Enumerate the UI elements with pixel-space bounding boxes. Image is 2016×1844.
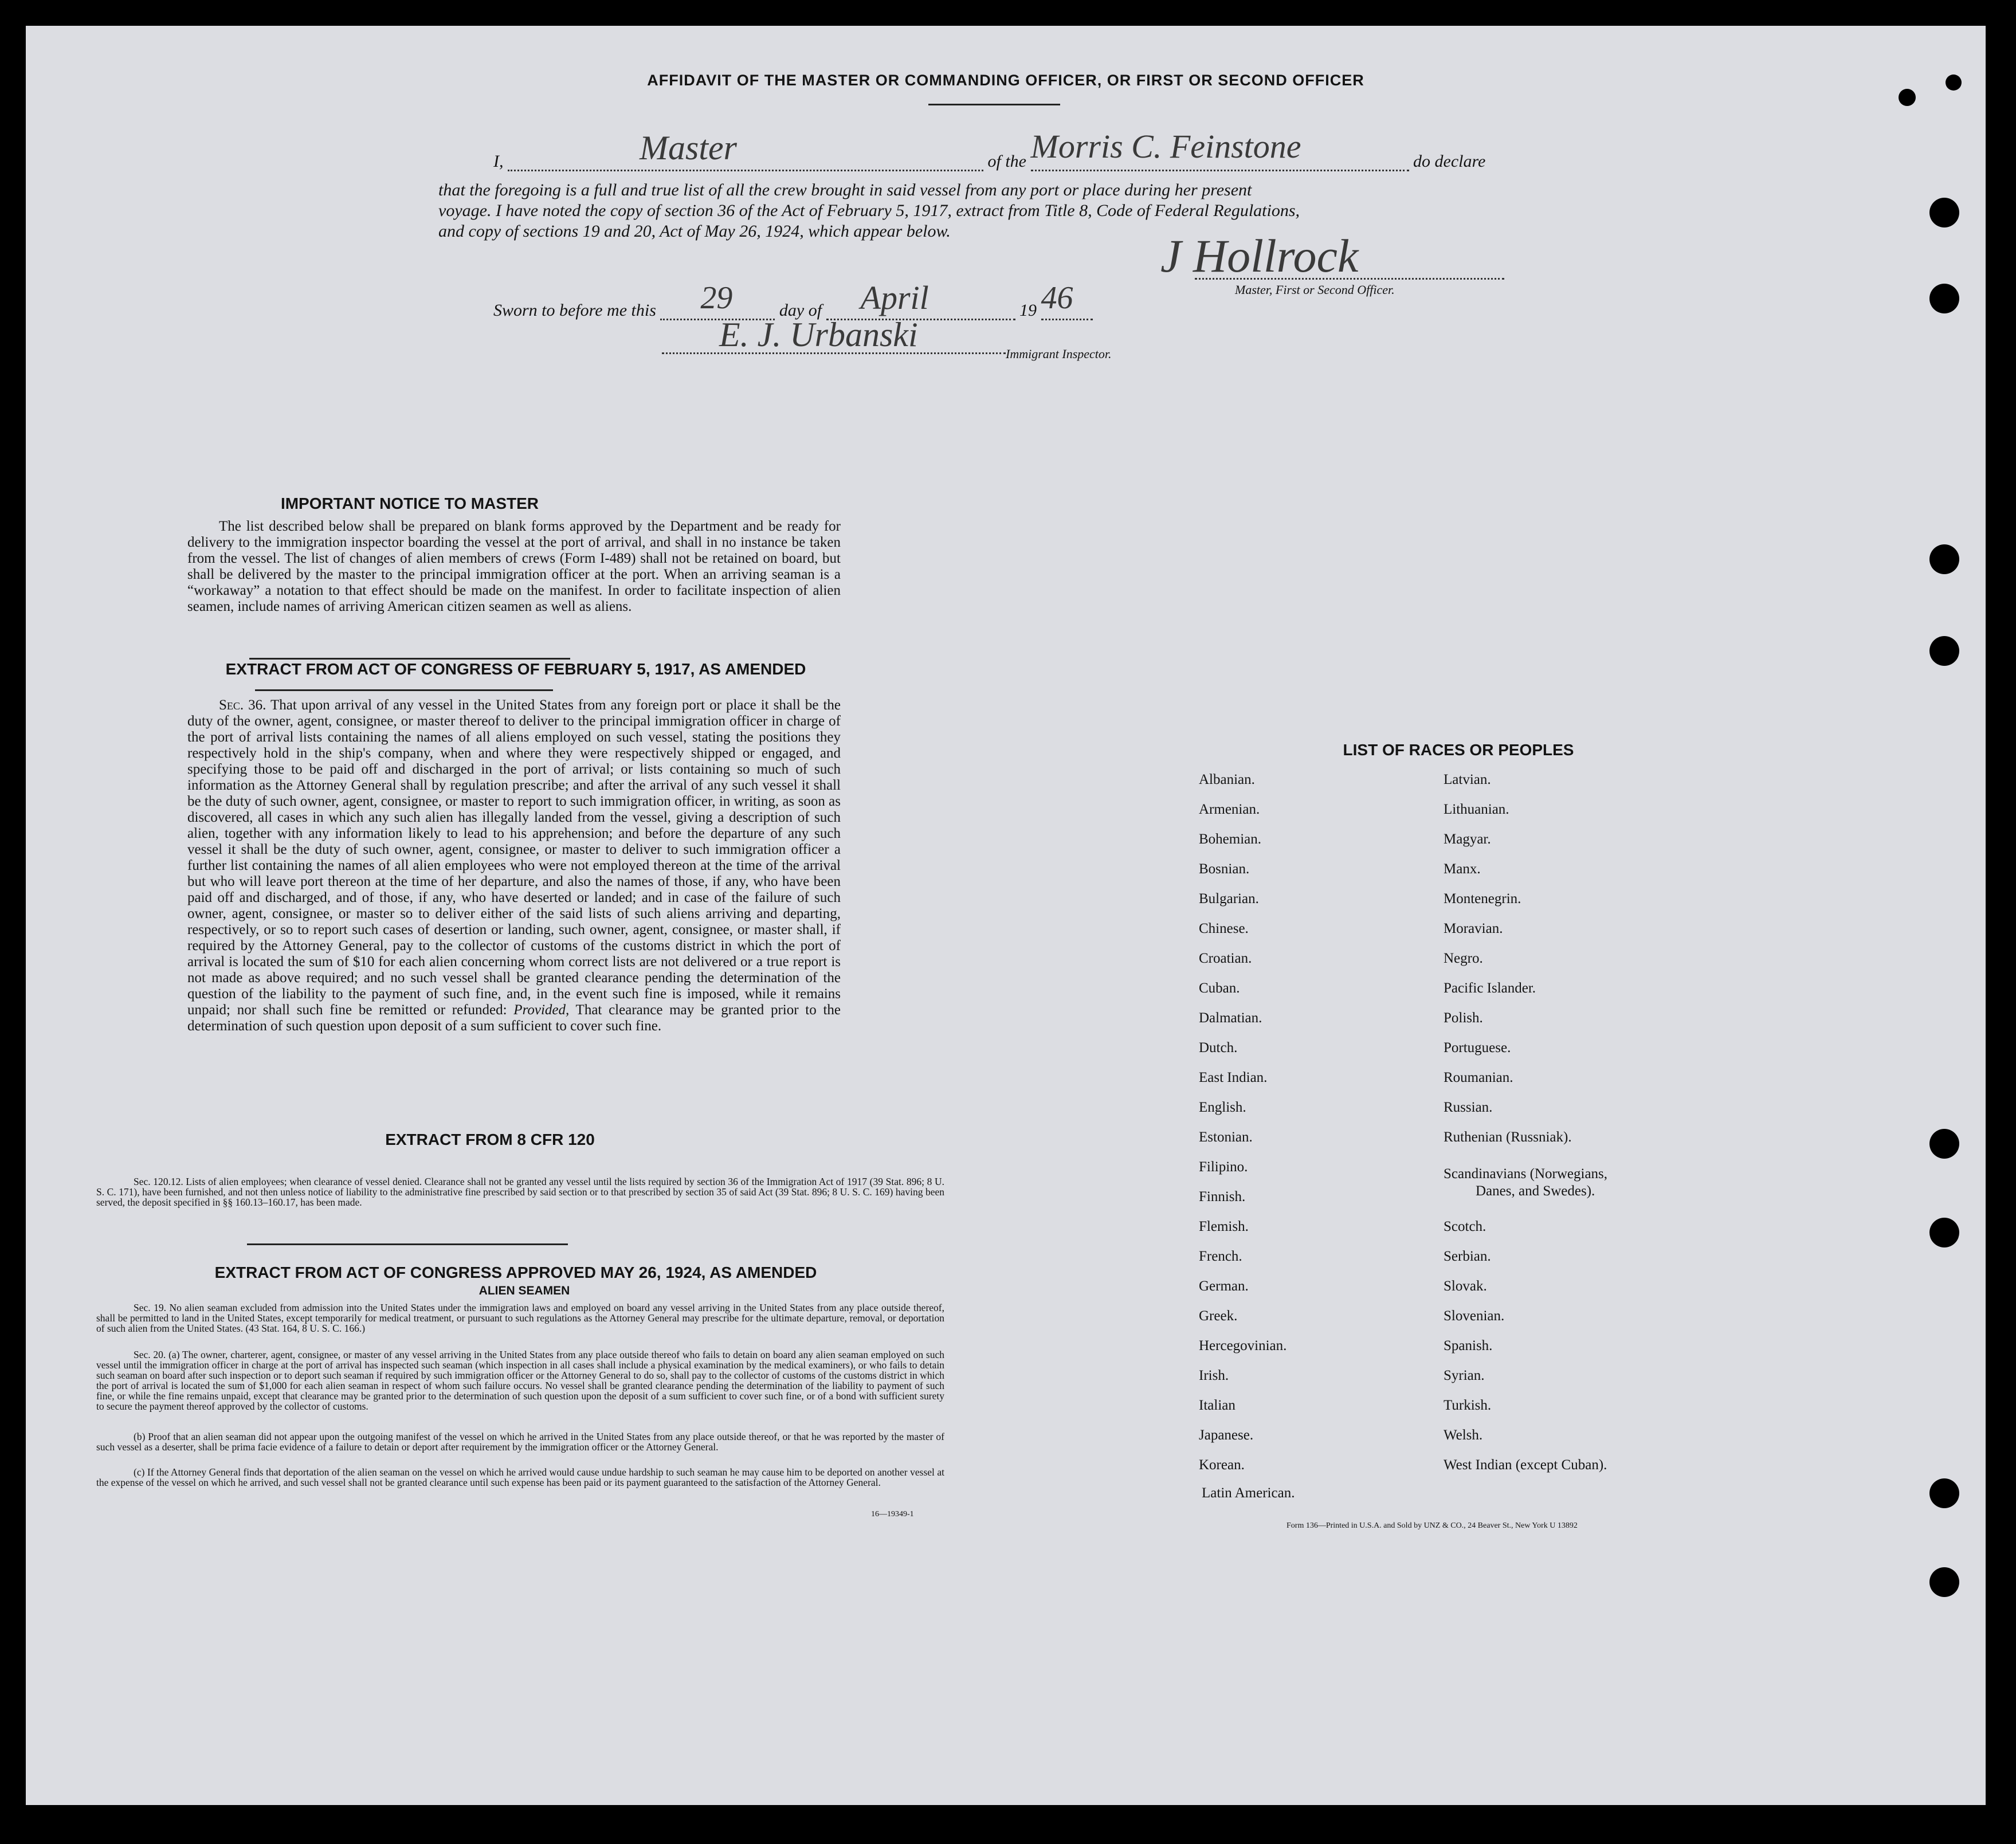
- race-item: Bosnian.: [1199, 861, 1250, 877]
- year-handwritten: 46: [1041, 280, 1073, 316]
- act1924-title: EXTRACT FROM ACT OF CONGRESS APPROVED MAY 26, 1924, AS AMENDED: [214, 1264, 817, 1281]
- sec36-label: Sec. 36.: [219, 697, 266, 713]
- master-signature: J Hollrock: [1160, 230, 1359, 282]
- declaration-line-2: voyage. I have noted the copy of section 36 of the Act of February 5, 1917, extract from Title 8, Code of Federal Regulations,: [438, 201, 1300, 220]
- race-item: Spanish.: [1444, 1338, 1493, 1353]
- race-item: Cuban.: [1199, 980, 1240, 996]
- master-label: Master, First or Second Officer.: [1235, 283, 1395, 297]
- races-title: LIST OF RACES OR PEOPLES: [1343, 741, 1574, 759]
- race-item-continued: Danes, and Swedes).: [1476, 1183, 1595, 1199]
- race-item: Russian.: [1444, 1100, 1493, 1115]
- rule-2: [255, 689, 553, 691]
- label-of-the: of the: [987, 152, 1026, 171]
- race-item: Armenian.: [1199, 802, 1260, 817]
- race-item: Latin American.: [1202, 1485, 1295, 1501]
- vessel-field: [1030, 128, 1409, 171]
- declaration-line-3: and copy of sections 19 and 20, Act of May 26, 1924, which appear below.: [438, 222, 951, 241]
- race-item: Irish.: [1199, 1368, 1229, 1383]
- race-item: Finnish.: [1199, 1189, 1246, 1205]
- binder-hole: [1946, 74, 1962, 91]
- day-handwritten: 29: [700, 280, 733, 316]
- race-item: English.: [1199, 1100, 1246, 1115]
- race-item: Portuguese.: [1444, 1040, 1511, 1056]
- race-item: Bulgarian.: [1199, 891, 1259, 907]
- vessel-handwritten: Morris C. Feinstone: [1030, 128, 1301, 165]
- binder-hole: [1929, 544, 1959, 574]
- race-item: Japanese.: [1199, 1427, 1254, 1443]
- race-item: East Indian.: [1199, 1070, 1268, 1085]
- race-item: Ruthenian (Russniak).: [1444, 1129, 1572, 1145]
- race-item: Pacific Islander.: [1444, 980, 1536, 996]
- race-item: Scotch.: [1444, 1219, 1486, 1234]
- race-item: Flemish.: [1199, 1219, 1249, 1234]
- race-item: Dalmatian.: [1199, 1010, 1262, 1026]
- inspector-signature-line: [662, 352, 1006, 354]
- binder-hole: [1929, 284, 1959, 313]
- declaration-line-1: that the foregoing is a full and true list of all the crew brought in said vessel from any port or place during her present: [438, 181, 1252, 199]
- label-day-of: day of: [779, 301, 822, 320]
- act1924-sec20a: Sec. 20. (a) The owner, charterer, agent, consignee, or master of any vessel arriving in the United States from any place outside thereof who fails to detain on board any alien seaman employed on such vessel until the immigration officer in charge at the port of arrival has inspected such seaman (which inspection in all cases shall include a physical examination by the medical examiners), or who fails to detain such seaman on board after such inspection or to deport such seaman if required by such immigration officer or the Attorney General to do so, shall pay to the collector of customs of the customs district in which the port of arrival is located the sum of $1,000 for each alien seaman in respect of whom such failure occurs. No vessel shall be granted clearance pending the determination of the liability to payment of such fine, or while the fine remains unpaid, except that clearance may be granted prior to the determination of such question upon the deposit of a sum sufficient to cover such fine, or of a bond with sufficient surety to secure the payment thereof approved by the collector of customs.: [96, 1349, 944, 1412]
- race-item: Syrian.: [1444, 1368, 1485, 1383]
- race-item: Dutch.: [1199, 1040, 1238, 1056]
- race-item: German.: [1199, 1278, 1249, 1294]
- rule-1: [249, 658, 570, 660]
- cfr-title: EXTRACT FROM 8 CFR 120: [385, 1131, 595, 1148]
- race-item: Montenegrin.: [1444, 891, 1521, 907]
- inspector-signature: E. J. Urbanski: [719, 316, 918, 354]
- race-item: Korean.: [1199, 1457, 1245, 1473]
- label-do-declare: do declare: [1413, 152, 1486, 171]
- cfr-body: Sec. 120.12. Lists of alien employees; when clearance of vessel denied. Clearance shall not be granted any vessel until the lists required by section 36 of the Immigration Act of 1917 (39 Stat. 896; 8 U. S. C. 171), have been furnished, and not then unless notice of liability to the administrative fine prescribed by said section or to that prescribed by section 35 of said Act (39 Stat. 896; 8 U. S. C. 169) having been served, the deposit specified in §§ 160.13–160.17, has been made.: [96, 1176, 944, 1208]
- notice-title: IMPORTANT NOTICE TO MASTER: [280, 495, 539, 512]
- race-item: Estonian.: [1199, 1129, 1253, 1145]
- document-page: [26, 26, 1986, 1805]
- label-year-prefix: 19: [1019, 301, 1037, 320]
- race-item: Lithuanian.: [1444, 802, 1509, 817]
- race-item: Negro.: [1444, 951, 1483, 966]
- race-item: Albanian.: [1199, 772, 1255, 787]
- label-i: I,: [493, 152, 504, 171]
- capacity-field: [508, 129, 983, 171]
- sec36-body-a: That upon arrival of any vessel in the United States from any foreign port or place it shall be the duty of the owner, agent, consignee, or master thereof to deliver to the principal immigration officer in charge of the port of arrival lists containing the names of all aliens employed on such vessel, stating the positions they respectively hold in the ship's company, when and where they were respectively shipped or engaged, and specifying those to be paid off and discharged in the port of arrival; or lists containing so much of such information as the Attorney General shall by regulation prescribe; and after the arrival of any such vessel it shall be the duty of such owner, agent, consignee, or master to report to such immigration officer, in writing, as soon as discovered, all cases in which any such alien has illegally landed from the vessel, giving a description of such alien, together with any information likely to lead to his apprehension; and before the departure of any such vessel it shall be the duty of such owner, agent, consignee, or master to deliver to such immigration officer a further list containing the names of all alien employees who were not employed thereon at the time of the arrival but who will leave port thereon at the time of her departure, and also the names of those, if any, who have been paid off and discharged, and of those, if any, who have deserted or landed; and in case of the failure of such owner, agent, consignee, or master so to deliver either of the said lists of such aliens arriving and departing, respectively, or so to report such cases of desertion or landing, such owner, agent, consignee, or master shall, if required by the Attorney General, pay to the collector of customs of the customs district in which the port of arrival is located the sum of $10 for each alien concerning whom correct lists are not delivered or a true report is not made as above required; and no such vessel shall be granted clearance pending the determination of the question of the liability to the payment of such fine, and, in the event such fine is imposed, while it remains unpaid; nor shall such fine be remitted or refunded:: [187, 697, 841, 1018]
- rule-3: [247, 1243, 568, 1245]
- race-item: Slovenian.: [1444, 1308, 1505, 1324]
- binder-hole: [1929, 1478, 1959, 1508]
- race-item: Latvian.: [1444, 772, 1491, 787]
- act1924-sec20c: (c) If the Attorney General finds that deportation of the alien seaman on the vessel on which he arrived would cause undue hardship to such seaman he may cause him to be deported on another vessel at the expense of the vessel on which he arrived, and such vessel shall not be granted clearance until such expense has been paid or its payment guaranteed to the satisfaction of the Attorney General.: [96, 1466, 944, 1488]
- act1917-sec36: [187, 697, 841, 1034]
- race-item: Chinese.: [1199, 921, 1249, 936]
- race-item: Bohemian.: [1199, 831, 1262, 847]
- inspector-label: Immigrant Inspector.: [1006, 347, 1112, 361]
- binder-hole: [1929, 1567, 1959, 1597]
- binder-hole: [1899, 89, 1916, 106]
- year-field: [1041, 280, 1093, 320]
- master-signature-line: [1195, 278, 1504, 280]
- affidavit-title: AFFIDAVIT OF THE MASTER OR COMMANDING OFFICER, OR FIRST OR SECOND OFFICER: [647, 72, 1364, 89]
- binder-hole: [1929, 636, 1959, 666]
- race-item: Turkish.: [1444, 1398, 1492, 1413]
- race-item: French.: [1199, 1249, 1242, 1264]
- race-item: Filipino.: [1199, 1159, 1248, 1175]
- race-item: Welsh.: [1444, 1427, 1483, 1443]
- race-item: Magyar.: [1444, 831, 1491, 847]
- race-item: Slovak.: [1444, 1278, 1487, 1294]
- race-item: Roumanian.: [1444, 1070, 1513, 1085]
- capacity-handwritten: Master: [640, 129, 737, 167]
- binder-hole: [1929, 198, 1959, 227]
- act1924-sec19: Sec. 19. No alien seaman excluded from admission into the United States under the immigration laws and employed on board any vessel arriving in the United States from any place outside thereof, shall be permitted to land in the United States, except temporarily for medical treatment, or pursuant to such regulations as the Attorney General may prescribe for the ultimate departure, removal, or deportation of such alien from the United States. (43 Stat. 164, 8 U. S. C. 166.): [96, 1302, 944, 1334]
- act1917-title: EXTRACT FROM ACT OF CONGRESS OF FEBRUARY 5, 1917, AS AMENDED: [225, 660, 806, 678]
- sec36-provided: Provided,: [513, 1002, 570, 1018]
- race-item: Polish.: [1444, 1010, 1483, 1026]
- month-handwritten: April: [860, 279, 929, 316]
- race-item: Manx.: [1444, 861, 1481, 877]
- label-sworn: Sworn to before me this: [493, 301, 656, 320]
- affidavit-declare-line: [493, 128, 1486, 171]
- act1924-sec20b: (b) Proof that an alien seaman did not appear upon the outgoing manifest of the vessel on which he arrived in the United States from any place outside thereof, or that he was reported by the master of such vessel as a deserter, shall be prima facie evidence of a failure to detain or deport after requirement by the immigration officer or the Attorney General.: [96, 1431, 944, 1453]
- notice-body: The list described below shall be prepared on blank forms approved by the Department and be ready for delivery to the immigration inspector boarding the vessel at the port of arrival, and shall in no instance be taken from the vessel. The list of changes of alien members of crews (Form I-489) shall not be retained on board, but shall be delivered by the master to the principal immigration officer at the port. When an arriving seaman is a “workaway” a notation to that effect should be made on the manifest. In order to facilitate inspection of alien seamen, include names of arriving American citizen seamen as well as aliens.: [187, 519, 841, 614]
- race-item: Serbian.: [1444, 1249, 1491, 1264]
- race-item: Moravian.: [1444, 921, 1503, 936]
- binder-hole: [1929, 1129, 1959, 1159]
- race-item: Croatian.: [1199, 951, 1252, 966]
- race-item: Hercegovinian.: [1199, 1338, 1287, 1353]
- binder-hole: [1929, 1218, 1959, 1247]
- race-item: Greek.: [1199, 1308, 1238, 1324]
- race-item: West Indian (except Cuban).: [1444, 1457, 1607, 1473]
- sec36-body-b: That clearance may be granted prior to the determination of such question upon deposit of a sum sufficient to cover such fine.: [187, 1002, 841, 1034]
- form-number: 16—19349-1: [871, 1510, 914, 1519]
- form-footer: Form 136—Printed in U.S.A. and Sold by UNZ & CO., 24 Beaver St., New York U 13892: [1287, 1521, 1578, 1530]
- race-item: Italian: [1199, 1398, 1236, 1413]
- act1924-subtitle: ALIEN SEAMEN: [478, 1284, 570, 1297]
- race-item: Scandinavians (Norwegians,: [1444, 1166, 1608, 1182]
- title-rule: [928, 104, 1060, 105]
